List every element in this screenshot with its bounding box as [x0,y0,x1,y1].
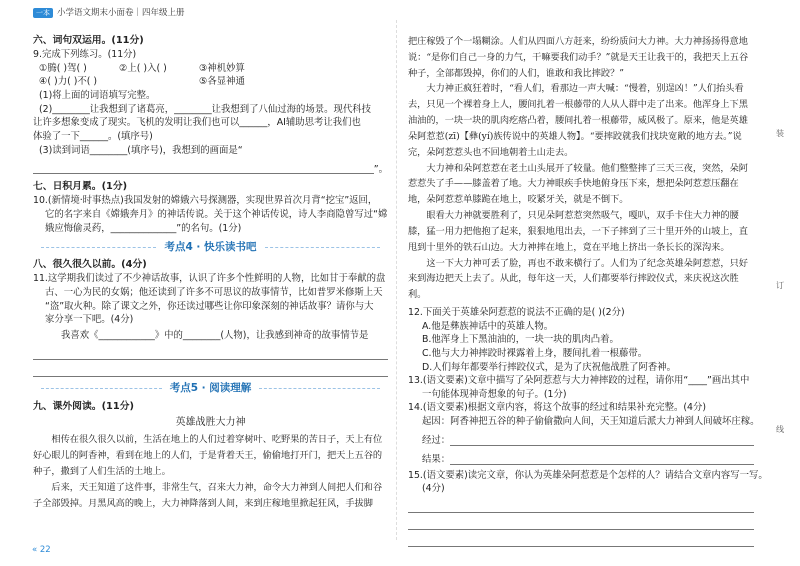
kaodian4-title: 考点4 · 快乐读书吧 [164,240,257,253]
q14-cause: 起因：阿香神把五谷的种子偷偷撒向人间，天王知道后派大力神到人间破坏庄稼。 [422,416,760,428]
banner-rule-right [259,388,380,389]
story-paragraph-6: 眼看大力神就要胜利了，只见朵阿惹惹突然吸气，嘎叭，双手卡住大力神的腰膝，猛一用力把他抱了起来，狠狠地甩出去，一下子摔到了三十里开外的山坡上，直甩到十里外的铁石山边。大力神摔在地上，竟在平地上挤出一条长长的深沟来。 [408,210,748,253]
q9-sub3-answer[interactable] [33,159,374,174]
q14-result-label: 结果： [422,454,451,466]
story-title: 英雄战胜大力神 [175,416,246,428]
q9-row1 [33,62,388,76]
q15-answer-line-3[interactable] [408,532,754,547]
story-paragraph-1: 相传在很久很久以前，生活在地上的人们过着穿树叶、吃野果的苦日子，天上有位好心眼儿的阿香神，看到在地上的人们，于是背着天王，偷偷地打开门，把天上五谷的种子，撒到了人们生活的土地上。 [33,434,383,477]
q11-line3: “盗”取火种。除了课文之外，你还读过哪些让你印象深刻的神话故事？请你与大 [45,300,374,312]
right-column [408,34,768,549]
left-column [33,34,388,511]
kaodian5-title: 考点5 · 阅读理解 [169,382,252,394]
binding-label-1: 装 [776,129,784,138]
kaodian4-banner [33,238,388,256]
q9-word-4: ④( )力( )不( ) [39,76,98,88]
story-paragraph-4: 大力神正疯狂着时，“看人们，看那边一声大喊：“慢着，别逞凶！”人们抬头看去，只见一个裸着身上人，腰间扎着一根藤带的人从人群中走了出来。他浑身上下黑油油的，一块一块的肌肉疙瘩凸着，腰间扎着一根藤带，威风极了。原来，他是英雄朵阿惹惹(zī)【彝(yí)族传说中的英雄人物】。“要摔跤就我们找块宽敞的地方去。”说完，朵阿惹惹头也不回地朝着土山走去。 [408,83,748,158]
q12-option-b[interactable]: B.他浑身上下黑油油的，一块一块的肌肉凸着。 [422,334,619,346]
q15-line2: (4分) [422,483,445,495]
banner-rule-right [265,247,380,248]
q13-line2: 一句能体现神奇想象的句子。(1分) [422,388,567,400]
section-8-title: 八、很久很久以前。(4分) [33,259,147,271]
q10-line1: 10.(新情境·时事热点)我国发射的嫦娥六号探测器，实现世界首次月背“挖宝”返回， [33,195,378,207]
q9-sub3-end: ”。 [373,163,388,175]
q15-answer-line-2[interactable] [408,515,754,530]
q12-option-a[interactable]: A.他是彝族神话中的英雄人物。 [422,320,554,332]
q12-option-c[interactable]: C.他与大力神摔跤时裸露着上身，腰间扎着一根藤带。 [422,347,648,359]
q9-word-1: ①腾( )驾( ) [39,62,87,74]
q9-sub2-line1: (2)________让我想到了诸葛亮，________让我想到了八仙过海的场景。现代科技 [39,103,372,115]
q9-sub2-line3: 体验了一下______。(填序号) [33,130,153,142]
q12-stem: 12.下面关于英雄朵阿惹惹的说法不正确的是( )(2分) [408,307,625,319]
q9-word-5: ⑤各显神通 [199,76,245,88]
q10-line2: 它的名字来自《嫦娥奔月》的神话传说。关于这个神话传说，诗人李商隐曾写过“嫦 [45,209,388,221]
q14-line1: 14.(语文要素)根据文章内容，将这个故事的经过和结果补充完整。(4分) [408,402,707,414]
binding-label-2: 订 [776,281,784,290]
q9-word-3: ③神机妙算 [199,62,245,74]
q9-answer-line[interactable] [33,157,388,176]
banner-rule-left [41,388,162,389]
page-header [33,6,185,20]
q14-process-answer[interactable] [450,431,754,446]
q13-line1: 13.(语文要素)文章中描写了朵阿惹惹与大力神摔跤的过程，请你用“____”画出其中 [408,375,750,387]
q15-line1: 15.(语文要素)读完文章，你认为英雄朵阿惹惹是个怎样的人？请结合文章内容写一写。 [408,469,768,481]
q9-word-2: ②上( )入( ) [119,62,167,74]
story-paragraph-5: 大力神和朵阿惹惹在老土山头展开了较量。他们整整摔了三天三夜，突然，朵阿惹惹失了手——膝盖着了地。大力神眼疾手快地俯身压下来，想把朵阿惹惹压翻在地，朵阿惹惹单膝跪在地上，咬紧牙关，就是不倒下。 [408,162,748,206]
page-number: « 22 [32,545,51,555]
q11-answer-line-1[interactable] [33,345,388,360]
q9-sub2-line2: 让许多想象变成了现实。飞机的发明让我们也可以______，AI辅助思考让我们也 [33,117,361,129]
q11-line4: 家分享一下吧。(4分) [45,314,134,326]
banner-rule-left [41,247,156,248]
binding-label-3: 线 [776,425,784,434]
q14-process-label: 经过： [422,435,451,447]
section-9-title: 九、课外阅读。(11分) [33,400,134,412]
section-7-title: 七、日积月累。(1分) [33,181,128,193]
q11-answer-line-2[interactable] [33,362,388,377]
story-paragraph-7: 这一下大力神可丢了脸，再也不敢来横行了。人们为了纪念英雄朵阿惹惹，只好来到海边把天上去了。从此，每年这一天，人们都要举行摔跤仪式，来庆祝这次胜利。 [408,257,748,301]
publisher-logo: 一本 [33,8,53,18]
q9-row2 [33,75,388,89]
kaodian5-banner [33,380,388,398]
q9-sub1: (1)将上面的词语填写完整。 [39,90,156,102]
story-paragraph-3: 把庄稼毁了个一塌糊涂。人们从四面八方赶来，纷纷质问大力神。大力神扬扬得意地说：“是你们自己一身的力气，干嘛要我们动手？”就是天王让我干的，我把天上五谷种子，全部都毁掉，你们的人们，谁敢和我比摔跤？” [408,36,749,79]
q11-line2: 古、一心为民的女娲；他还读到了许多不可思议的故事情节，比如普罗米修斯上天 [45,287,383,299]
q15-answer-line-1[interactable] [408,498,754,513]
header-title: 小学语文期末小面卷｜四年级上册 [57,7,185,18]
column-divider [396,20,397,540]
q9-title: 9.完成下列练习。(11分) [33,49,137,61]
q11-line1: 11.这学期我们读过了不少神话故事，认识了许多个性鲜明的人物，比如甘于奉献的盘 [33,273,386,285]
q14-result-answer[interactable] [450,450,754,465]
story-paragraph-2: 后来，天王知道了这件事，非常生气，召来大力神，命令大力神到人间把人们和谷子全部毁掉。月黑风高的晚上，大力神降落到人间，来到庄稼地里掀起狂风，手拔脚 [33,481,383,509]
q10-line3: 娥应悔偷灵药，______________”的名句。(1分) [45,222,242,234]
q11-prompt: 我喜欢《____________》中的________(人物)，让我感到神奇的故事情节是 [61,329,369,341]
q14-result-row [408,448,754,467]
q14-process-row [408,429,754,448]
q12-option-d[interactable]: D.人们每年都要举行摔跤仪式，是为了庆祝他战胜了阿香神。 [422,361,676,373]
section-6-title: 六、词句双运用。(11分) [33,35,144,46]
q9-sub3: (3)读到词语________(填序号)，我想到的画面是“ [39,144,243,156]
